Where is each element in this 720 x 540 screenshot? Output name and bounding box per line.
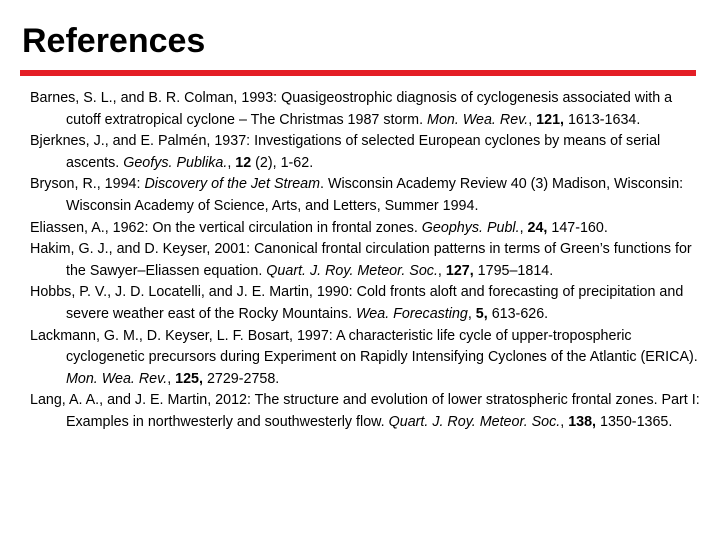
- reference-hobbs-1990: [30, 282, 706, 325]
- ref-authors: Bjerknes, J., and E. Palmén, 1937:: [30, 133, 255, 150]
- ref-authors: Lackmann, G. M., D. Keyser, L. F. Bosart, 1997:: [30, 327, 336, 344]
- ref-title: On the vertical circulation in frontal zones.: [152, 219, 422, 236]
- ref-title: Quasigeostrophic diagnosis of cyclogenesis associated with a cutoff extratropical cyclone – The Christmas 1987 storm.: [66, 90, 673, 128]
- ref-sep: ,: [560, 413, 569, 430]
- ref-sep: ,: [519, 219, 528, 236]
- ref-title: Investigations of selected European cyclones by means of serial ascents.: [66, 133, 661, 171]
- ref-journal: Wea. Forecasting: [356, 305, 468, 322]
- ref-publisher: . Wisconsin Academy Review 40 (3) Madison, Wisconsin: Wisconsin Academy of Science, Arts, and Letters, Summer 1994.: [66, 176, 684, 214]
- ref-authors: Lang, A. A., and J. E. Martin, 2012:: [30, 392, 255, 409]
- ref-sep: ,: [467, 305, 476, 322]
- ref-authors: Barnes, S. L., and B. R. Colman, 1993:: [30, 90, 282, 106]
- ref-journal: Geophys. Publ.: [421, 219, 520, 236]
- ref-volume: 5,: [475, 305, 488, 322]
- ref-volume: 121,: [536, 111, 564, 128]
- ref-volume: 12: [235, 154, 252, 171]
- ref-pages: 613-626.: [487, 305, 549, 322]
- ref-sep: ,: [227, 154, 236, 171]
- ref-journal: Mon. Wea. Rev.: [66, 370, 168, 387]
- ref-title: Cold fronts aloft and forecasting of precipitation and severe weather east of the Rocky Mountains.: [66, 284, 684, 322]
- ref-authors: Hakim, G. J., and D. Keyser, 2001:: [30, 241, 255, 258]
- ref-journal: Geofys. Publika.: [123, 154, 228, 171]
- ref-volume: 24,: [527, 219, 548, 236]
- title-underline: [20, 70, 696, 76]
- reference-eliassen-1962: [30, 218, 706, 240]
- ref-pages: 147-160.: [547, 219, 608, 236]
- ref-authors: Eliassen, A., 1962:: [30, 219, 153, 236]
- reference-bryson-1994: [30, 174, 706, 217]
- ref-journal: Quart. J. Roy. Meteor. Soc.: [388, 413, 561, 430]
- ref-volume: 138,: [568, 413, 597, 430]
- ref-volume: 125,: [175, 370, 203, 387]
- ref-pages: 2729-2758.: [202, 370, 280, 387]
- reference-bjerknes-1937: [30, 131, 706, 174]
- ref-pages: 1350-1365.: [596, 413, 673, 430]
- reference-lackmann-1997: [30, 326, 706, 391]
- ref-sep: ,: [437, 262, 446, 279]
- ref-book-title: Discovery of the Jet Stream: [144, 176, 321, 193]
- ref-authors: Hobbs, P. V., J. D. Locatelli, and J. E. Martin, 1990:: [30, 284, 357, 301]
- reference-lang-2012: [30, 390, 706, 433]
- ref-journal: Mon. Wea. Rev.: [427, 111, 529, 128]
- reference-barnes-1993: [30, 88, 706, 131]
- reference-hakim-2001: [30, 239, 706, 282]
- ref-sep: ,: [528, 111, 537, 128]
- ref-pages: 1613-1634.: [564, 111, 641, 128]
- ref-title: Canonical frontal circulation patterns in terms of Green’s functions for the Sawyer–Eliassen equation.: [66, 241, 692, 279]
- ref-sep: ,: [167, 370, 176, 387]
- ref-pages: (2), 1-62.: [251, 154, 314, 171]
- ref-title: The structure and evolution of lower stratospheric frontal zones. Part I: Examples in northwesterly and southwesterly flow.: [66, 392, 700, 430]
- ref-authors: Bryson, R., 1994:: [30, 176, 145, 193]
- ref-volume: 127,: [445, 262, 474, 279]
- page-title: References: [22, 22, 206, 60]
- reference-list: [30, 88, 706, 434]
- ref-journal: Quart. J. Roy. Meteor. Soc.: [266, 262, 438, 279]
- ref-pages: 1795–1814.: [473, 262, 554, 279]
- ref-title: A characteristic life cycle of upper-tropospheric cyclogenetic precursors during Experiment on Rapidly Intensifying Cyclones of the Atlantic (ERICA).: [66, 327, 698, 366]
